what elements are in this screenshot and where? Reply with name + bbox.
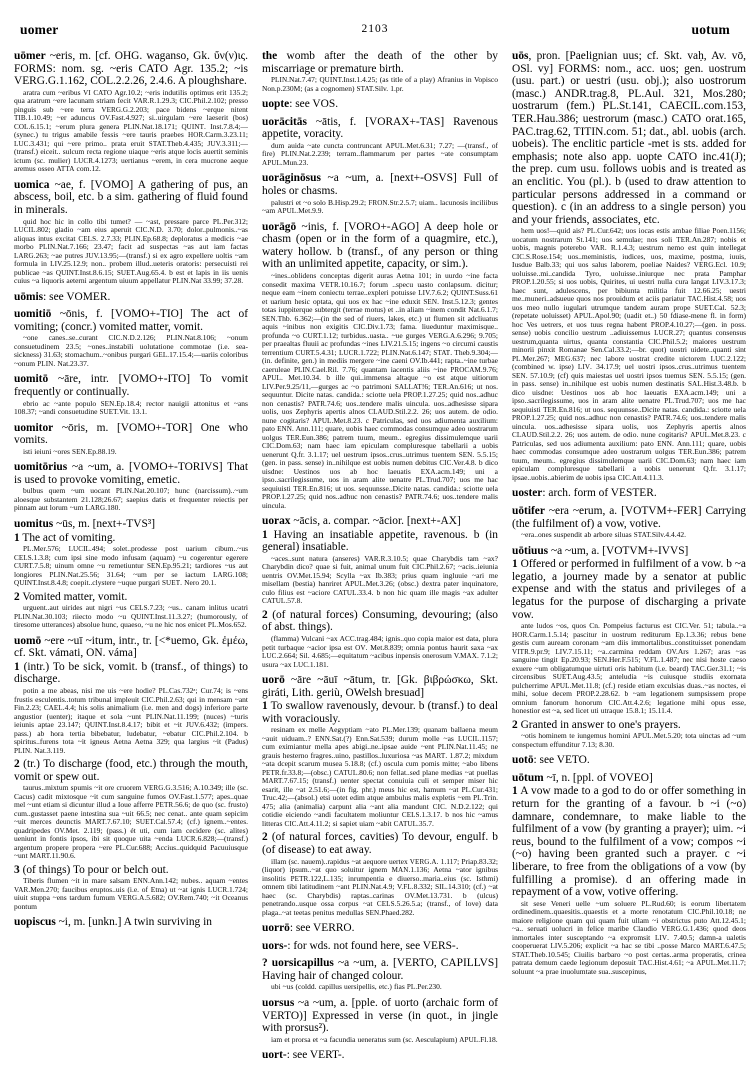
column-middle [262, 50, 498, 1067]
entry-lemma: uorsus ~a ~um, a. [pple. of uorto (archaic form of VERTO)] Expressed in verse (in quot., in jingle with prorsus²). [262, 996, 498, 1035]
entry-lemma: uorāginōsus ~a ~um, a. [next+-OSVS] Full of holes or chasms. [262, 172, 498, 198]
sense-text: (of things) To pour or belch out. [22, 863, 169, 876]
entry-citations: isti ieiuni ~ores SEN.Ep.88.19. [23, 446, 117, 456]
entry-uorax [262, 515, 498, 669]
entry-uomitio [14, 308, 248, 368]
entry-citations: taurus..mixtum spumis ~it ore cruorem VERG.G.3.516; A.10.349; ille (sc. Cacus) cadit mixtosque ~it cum sanguine fumos OV.Fast.1.577; apes..quae mel ~unt etiam si dicuntur illud a Ioue afferre PETR.56.6; de quo (sc. frusto) cum..gustasset paene intestina sua ~uit 66.5; nec cenat.. ante quam sepicim ~uit merces deunctis MART.7.67.10; SUET.Cal.57.4; (cf.) ignem..~entes. quadripedes OV.Met. 2.119; (pass.) ét uti, cum iam cecidere (sc. alites) ueniunt in fontis ipsos, ibi sit quoque uita ~enda LUCR.6.828;—(transf.) argentum propere propera ~ere PL.Cur.688; Accius..quidquid Pacuuiusque ~unt MART.11.90.6. [14, 783, 248, 861]
entry-lemma: uomica ~ae, f. [VOMO] A gathering of pus, an abscess, boil, etc. b a sim. gathering of fluid found in minerals. [14, 178, 248, 216]
entry-sense [262, 529, 498, 554]
entry-citations: hem uos!—quid ais? PL.Cur.642; uos iocas estis ambae filiae Poen.1156; uocatum nostrarum St.141; uos semulae; nos soli TER.An.287; nobis et uobis, magnis poterebo VAR. R.1.4.3; uestrum nemo est quin intellegat CIC.S.Rose.154; uos..meministis, iudices, uos, maxime, postma, iuuis, Iusdue Balb.33; qui uos salus laborem, poeliae Naides? VERG.Ecl. 10.9; uoluisse..mi..candida Tyro, uoluisse..iniurque nec prata Pamphar PROP.1.20.55; si uos uobis, Quirites, ui uestri nulla cura langat LIV.3.17.3; haec sunt, adulescens, per bibiunta militia fuit 12.66.25; uestri me..muneri..adsueue quos nos prouidum et aciis pariatur TAC.Hist.4.58; uos uos meo nullo iugulari utrumque tandem auram prope SUET.Cal. 52.3; (repetate uoluisset) APUL.Apol.90; (uadit et..) 50 fdiase-mene fl. in form) hoc Ves uetrers, et uos tuus regna habent PROP.4.10.27;—(gen. in poss. sense) uobis concilio uestrum ..adiuissemus LUCR.27; quantus consensus uestrum,quanta uirtus, quanta constantia CIC.Phil.5.2; maiores uestrum minorii pinxit Romanae Sen.Cal.33.2;—br. quot) uostri uidete..quanti sint PL.Mer.267; MEG.637; nec labore uostrat credite uictorem LUC.2.122; (combined w. ipse) LIV. 34.17.9; uel uostri ipsos..crus..utrimus tuentem SEN. 57.10.9; (cf) quis maiestas uel uostri ipsos tuemus SEN. 5.5.15; (gen. in pass. sense) in..nihilque est uobis numen destinatis SAL.Hist.3.48.b. b dico uisdne: Uestinos uos ab hoc laeuatis EXA.acm.149; uni a ipso..sacrilegissume, uos in aram alite uenatre PL.Trud.707; uos me hac sequiuisti TER.En.816; ut uos. sequunsse..Dicite natas. candida.: sciotte uela PROP.1.27.25; quid nos..adhuc non cenastis? PATR.74.6; uos..tendere malis uincula. uos..adhesisse sipara uolis, uos Zephyris apertis alnos CLAUD.Stil.2.2. 26; uos autem. de odio. nune cogitaris? APUL.Met.8.23. c Patriculas, sed uos adiumenta auxilium: pato ENN. Ann.111; quare, uobis haec commodas consumque adeo uostrarum uolgus TER.Eun.386; patrem tuum, meum.. egregius dissimulemque uarii CIC.Dom.63; nam haec iam epiculam compluresque tabellarii a uobis uenerunt Q.fr. 3.1.17; ipsae..uobis..abierim de uobis ipsa CIC.Att.4.11.3. [512, 226, 746, 482]
entry-uorsus [262, 997, 498, 1044]
headword: uorāgō [262, 220, 297, 233]
headword: uomitor [14, 421, 54, 434]
entry-sense [512, 558, 746, 621]
entry-uoraginosus [262, 172, 498, 215]
sense-text: (of natural forces) Consuming, devouring; (also of abst. things). [262, 608, 498, 634]
headword: uōtiuus [512, 544, 549, 557]
entry-lemma: uomitor ~ōris, m. [VOMO+-TOR] One who vomits. [14, 421, 248, 447]
headword: uorrō [262, 922, 290, 935]
headword: uoster [512, 487, 543, 500]
sense-number: 2 [14, 758, 20, 771]
entry-lemma: uōtum ~ī, n. [ppl. of VOVEO] [512, 771, 653, 784]
entry-uotum [512, 772, 746, 976]
entry-cross-reference: uōmis: see VOMER. [14, 290, 111, 303]
headword: uomō [14, 634, 42, 647]
headword: uotō [512, 754, 534, 767]
headword: uorsus [262, 996, 295, 1009]
entry-lemma: the womb after the death of the other by miscarriage or premature birth. [262, 50, 498, 75]
headword: uorāginōsus [262, 172, 321, 185]
headword: uomitiō [14, 308, 52, 321]
entry-cross-reference: uopte: see VOS. [262, 98, 339, 111]
entry-citations: ebrio ac ~ante populo SEN.Ep.18.4; rector nauigii attonitus et ~ans 108.37; ~andi consuetudine SUET.Vit. 13.1. [14, 398, 248, 417]
headword: uomitō [14, 373, 49, 386]
entry-lemma: uorācitās ~ātis, f. [VORAX+-TAS] Ravenous appetite, voracity. [262, 115, 498, 141]
entry-uomo [14, 635, 248, 912]
entry-citations: Tiberis flumen ~it in mare salsam ENN.Ann.142; nubes.. aquam ~entes VAR.Men.270; faucibus eruptos..uis (i.e. of Etna) ut ~at ignis LUCR.1.724; uiuit stuppa ~ens tardum fumum VERG.A.5.682; OV.Rem.740; ~it Oceanus pontum [14, 876, 248, 911]
entry-cross-reference: uort-: see VERT-. [262, 1049, 345, 1062]
sense-number: 3 [14, 863, 20, 876]
headword: uort- [262, 1049, 287, 1062]
entry-citations: ante ludos ~os, quos Cn. Pompeius facturus est CIC.Ver. 51; tabula..~a HOR.Carm.1.5.14; pascitur in uostrum rediturum Ep.1.3.36; rebus bene gestis cum auream coronam ~am diis immortalibus..constituisset ponendam VITR.9.pr.9; LIV.7.15.11; ~a..carmina reddam OV.Ars 1.267; aras ~as sanguine tingit Ep.20.93; SEN.Her.F.515; V.FL.1.487; nec nisi hoste caeso exuere ~um obligatumque uirtuti oris habitum (i.e. beard) TAC.Ger.31.1; ~is circensibus SUET.Aug.43.5; anteludia ~is cuiusque studiis exornata pulcherrime APUL.Met.11.8; (cf.) reside etiam exculsias duas..~as noctes, ei mihi, solue decem PROP.2.28.62. b ~am legationem sumpsissem prope omnium fanorum honorum CIC.Att.4.2.6; legatione mihi opus esse, honestior est ~a, sed licet uti utraque 15.8.1; 15.11.4. [512, 621, 746, 716]
entry-citations: PLIN.Nat.7.47; QUINT.Inst.1.4.25; (as title of a play) Afranius in Vopisco Non.p.230M; (as a cognomen) STAT.Silv. 1.pr. [262, 75, 498, 93]
entry-uomitus [14, 518, 248, 630]
sense-text: A vow made to a god to do or offer something in return for the granting of a favour. b ~i (~o) damnare, condemnare, to make liable to the fulfilment of a vow (by granting a prayer); uim. ~i reus, bound to the fulfilment of a vow; compos ~i (~o) having been granted such a prayer. c ~i liberare, to free from the obligations of a vow (by fulfilling a promise). d an offering made in repayment of a vow, votive offering. [512, 785, 746, 899]
entry-lemma: uomitiō ~ōnis, f. [VOMO+-TIO] The act of vomiting; (concr.) vomited matter, vomit. [14, 308, 248, 333]
sense-number: 2 [512, 718, 518, 731]
sense-number: 1 [262, 700, 268, 713]
entry-sense [262, 831, 498, 856]
column-left [14, 50, 248, 934]
entry-uopiscus [14, 916, 248, 929]
headword: uorō [262, 674, 285, 686]
entry-citations: ~otis hominem te iungemus homini APUL.Met.5.20; tota uinctas ad ~um conspectum effunditur 7.13; 8.30. [512, 731, 746, 749]
running-head-right: uotum [691, 22, 730, 37]
headword: uorācitās [262, 115, 307, 128]
headword: uopiscus [14, 916, 56, 929]
entry-citations: palustri et ~o solo B.Hisp.29.2; FRON.Str.2.5.7; uiam.. lacunosis inciliibus ~am APUL.Met.9.9. [262, 197, 498, 216]
entry-citations: ~aces..sunt natura (anseres) VAR.R.3.10.5; quae Charybdis tam ~ax? Charybdin dico? quae si fuit, animal unum fuit CIC.Phil.2.67; ~acis..ieiunia uentris OV.Met.15.94; Scylla ~ax Ib.383; prius quam ingluuie ~ari me misellam (bestia) hanriret APUL.Met.3.26; (obsc.) dextra pater inquinatore, culo filius est ~aciore CATUL.33.4. b non hic quam ille magis ~ax adulter CATUL.57.8. [262, 553, 498, 606]
headword: uomitōrius [14, 461, 68, 474]
entry-citations: resinam ex melle Aegyptiam ~ato PL.Mer.139; quanam ballaena meum ~auit uiduam..? ENN.Sat.(?) Enn.Sat.539; durum molle ~as LUCIL.1157; cum eximiantur mella apes abigi..ne..ipsae auide ~ent PLIN.Nat.11.45; ne grauis hesterno fragres..uino, pastillos..luxuriosa ~as MART. 1.87.2; mixdum ~ata dcepit scarum musea 5.18.8; (cf.) oscula cum pomis mitte; ~abo libens PETR.fr.33.8;—(obsc.) CATUL.80.6; non fellat..sed plane medias ~at puellas MART.7.67.15; (transf.) uenter spectat conuiuia culi et semper miser hic esarit, ille ~at 2.51.6;—(in fig. phr.) meus hic est, hamum ~at PL.Cur.431; Truc.42;—(absol.) etsi uotet edim atque ambulus malis expletis ~em PL.Trin. 475; alia (animalia) carpunt alia ~ant alia mandunt CIC. N.D.2.122; qui cotidie eiciendo ~andi facultatem moliuntur CELS.1.3.17. b nos hic ~amus litteras CIC.Att.4.11.2; si sapiet uiam ~abit CATUL.35.7. [262, 725, 498, 828]
entry-sense [262, 609, 498, 634]
sense-number: 1 [512, 558, 518, 571]
entry-uomer [14, 50, 248, 174]
headword: uorax [262, 515, 291, 528]
headword: ? uorsicapillus [262, 957, 334, 970]
headword: uomitus [14, 517, 54, 530]
entry-citations: potin a me abeas, nisi me uis ~ere hodie? PL.Cas.732ᵃ; Cur.74; is ~ens frustis esculentis..totum tribunal impleuit CIC.Phil.2.63; qui in mensam ~ant Fin.2.23; CAEL.4.4; his solis animalium (i.e. men and dogs) inferiore parte angustior (uenter); itaque et sola ~unt PLIN.Nat.11.199; (nuces) ~turis ieiunis aptae 23.147; QUINT.Inst.8.4.17; bibit et ~it JUV.6.432; (impers. pass.) ab hora tertia bibebatur, ludebatur, ~ebatur CIC.Phil.2.104. b spiritus..furens tota ~it igneus Aetna Aetna 329; qua largius ~it (Padus) PLIN. Nat.3.119. [14, 686, 248, 755]
sense-text: (intr.) To be sick, vomit. b (transf., of things) to discharge. [14, 660, 248, 686]
entry-lemma: uomitōrius ~a ~um, a. [VOMO+-TORIVS] That is used to provoke vomiting, emetic. [14, 461, 248, 486]
entry-lemma: ? uorsicapillus ~a ~um, a. [VERTO, CAPILLVS] Having hair of changed colour. [262, 957, 498, 982]
entry-lemma: uomō ~ere ~uī ~itum, intr., tr. [<*uemo, Gk. ἐμέω, cf. Skt. vámati, ON. váma] [14, 634, 248, 660]
entry-citations: aratra cum ~eribus VI CATO Agr.10.2; ~eris indutilis optimus erit 135.2; qua aratrum ~ere lacunam striam fecit VAR.R.1.29.3; CIC.Phil.2.102; presso pinguis sub ~ere terra VERG.G.2.203; pace bidens ~erque nitent TIB.1.10.49; ~er aduncus OV.Fast.4.927; si..uirgulam ~ere laeserit (bos) COL.6.15.1; ~erum plura genera PLIN.Nat.18.171; QUINT. Inst.7.8.4;—(synec.) tu trigus amabile fessis ~ere tauris praebes HOR.Carm.3.23.11; LUC.3.431; qui ~ere primo.. prata eruit STAT.Theb.4.435; JUV.3.311;—(transf.) eiceit.. sulcum recta regione uiaque ~eris atque locis auertit seminis ictum (sc. mulier) LUCR.4.1273; uertianus ~erem, in cera mucrone aeque aremus osseo ATTA com.12. [14, 87, 248, 174]
sense-text: (of natural forces, cavities) To devour, engulf. b (of disease) to eat away. [262, 831, 498, 856]
sense-number: 1 [262, 528, 268, 541]
running-head-left: uomer [20, 22, 59, 37]
sense-text: Vomited matter, vomit. [22, 590, 128, 603]
sense-number: 2 [262, 608, 268, 621]
headword: uōtifer [512, 504, 545, 517]
entry-citations: ubi ~us (coldd. capillus uersipellis, etc.) fias PL.Per.230. [271, 982, 442, 992]
entry-citations: illam (sc. nauem)..rapidus ~at aequore uertex VERG.A. 1.117; Priap.83.32; (liquor) ipsum..~at quo soluitur ignem MAN.1.136; Aetna ~ator ignibus insolitis PETR.122,L.135; inrumpentia e diuerso..maria..eius (sc. Isthmi) omnem tibi latitudinem ~ant PLIN.Nat.4.9; V.FL.8.332; SIL.14.310; (cf.) ~at haec (sc. Charybdis) raptas..carinas OV.Met.13.731. b (ulcus) penetrando..usque ossa corpus ~at CELS.5.26.5.a; (transf., of love) data plaga..~at teetas penitus medullas SEN.Phaed.282. [262, 856, 498, 917]
headword: uomica [14, 178, 50, 191]
sense-text: Having an insatiable appetite, ravenous. b (in general) insatiable. [262, 528, 498, 554]
sense-number: 2 [14, 590, 20, 603]
page-number: 2103 [361, 23, 389, 35]
headword: uōtum [512, 771, 544, 784]
entry-sense [512, 719, 746, 732]
entry-cross-reference: uoster: arch. form of VESTER. [512, 487, 657, 500]
entry-sense [262, 700, 498, 725]
entry-uorsicapillus [262, 957, 498, 992]
entry-uomito [14, 373, 248, 416]
sense-text: Granted in answer to one's prayers. [520, 718, 681, 731]
entry-citations: ~era..ones suspendit ab arbore siluas STAT.Silv.4.4.42. [521, 530, 686, 540]
entry-citations: quid hoc hic in collo tibi tumet? — ~ast, pressare parce PL.Per.312; LUCIL.802; gladio ~am eius aperuit CIC.N.D. 3.70; dolor..pulmonis..~as aliquas intus excitat CELS. 2.7.33; PLIN.Ep.68.8; deploratus a medicis ~ae morbo PLIN.Nat.7.166; 23.47; facit ad suspectas ~as aut iam factas LARG.263; ~ae putres JUV.13.95;—(transf.) si ex agro expellere uoltis ~am formula in LIV.25.12.9; non.. probem illud..ueteris oratoris: persecuisti rei publicae ~as QUINT.Inst.8.6.15; SUET.Aug.65.4. b est et lapis in iis uenis cuius ~a liquoris aeterni argentum uiuum appellatur PLIN.Nat 33.99; 37.28. [14, 216, 248, 286]
entry-cross-reference: uors-: for wds. not found here, see VERS-. [262, 939, 459, 952]
entry-uotiuus [512, 545, 746, 750]
entry-lemma: uomitō ~āre, intr. [VOMO+-ITO] To vomit frequently or continually. [14, 373, 248, 398]
headword: uōs [512, 50, 529, 62]
entry-citations: sit sese Veneri uelle ~um soluere PL.Rud.60; is eorum libertatem ordinedinem..quaesitis..quaestis et a morte renotatum CIC.Phil.10.18; ne maiore religione quam qui quam fuit ullam ~i obstrictus puto Att.12.45.1; ~a.. seruati uolucri in felice maribe Claudio VERG.G.1.436; quod deos inmortales inter susceptando ~a expromsit LIV. 7.40.5; damn-a ualetis cooperuerat LIV.5.206; explicit ~a hac se tibi ..posse Marco MART.6.47.5; STAT.Theb.10.545; Ciuilis barbaro ~o post certas..arma properatis, crinea patrata demum caede legionum deposuit TAC.Hist.4.61; ~a APUL.Met.11.7; soluunt ~a prae inuolumtate sua..suscepinus, [512, 898, 746, 976]
entry-sense [14, 864, 248, 877]
entry-uomitorius [14, 461, 248, 513]
entry-citations: iam et prorsa et ~a facundia ueneratus sum (sc. Aesculapium) APUL.Fl.18. [271, 1034, 498, 1044]
entry-uoracitas [262, 116, 498, 168]
headword: uopte [262, 98, 290, 111]
entry-uorago [262, 221, 498, 510]
entry-lemma: uōmer ~eris, m. [cf. OHG. waganso, Gk. ὔν(ν)ις. FORMS: nom. sg. ~eris CATO Agr. 135.2; ~is VERG.G.1.162, COL.2.2.26, 2.4.6. A ploughshare. [14, 50, 248, 88]
entry-citations: bulbus quem ~um uocant PLIN.Nat.20.107; hunc (narcissum)..~um aloesque substantem 21.128;26.67; saepius datis et frequenter reiectis per pinnam aut lorum ~um LARG.180. [14, 486, 248, 513]
entry-citations: urguent..aut uirides aut nigri ~us CELS.7.23; ~us.. canam inlitus ucatri PLIN.Nat.30.103; riiecto modo ~u QUINT.Inst.11.3.27; (humorously, of tiresome utterances) absolue hunc, quaeso, ~u ne hic nos enicet PL.Mos.652. [14, 603, 248, 630]
entry-citations: (flamma) Vulcani ~ax ACC.trag.484; ignis..quo copia maior est data, plura petit turbaque ~acior ipsa est OV. Met.8.839; omnia pontus haurit saxa ~ax LUC.2.664; Sil. 4.685;—equitatum ~acibus inpensis onerosum V.MAX. 7.1.2; usura ~ax LUC.1.181. [262, 634, 498, 669]
column-right [512, 50, 746, 981]
entry-uotifer [512, 505, 746, 540]
column-container [14, 50, 746, 1062]
entry-sense [14, 661, 248, 686]
headword: uors- [262, 939, 288, 952]
entry-lemma: uorāgō ~inis, f. [VORO+-AGO] A deep hole or chasm (open or in the form of a quagmire, etc.), watery hollow. b (transf., of any person or thing with an unlimited appetite, capacity, or sim.). [262, 220, 498, 271]
sense-number: 1 [14, 660, 20, 673]
entry-sense [14, 591, 248, 604]
running-head [20, 22, 730, 44]
entry-lemma: uōs, pron. [Paelignian uus; cf. Skt. vaḥ, Av. vō, OSl. vy] FORMS: nom., acc. uos; gen. uostrum (usu. part.) or uestri (usu. obj.); also uostrorum (masc.) ANDR.trag.8, PL.Aul. 321, Mos.280; uostrarum (fem.) PL.St.141, CAECIL.com.153, TER.Hau.386; uestrorum (masc.) CATO orat.165, PAC.trag.62, TITIN.com. 51; dat., abl. uobis (arch. uobeis). The enclitic particle -met is sts. added for emphasis; note also app. uopte CATO inc.41(J); the prep. cum usu. follows uobis and is treated as an enclitic. You (pl.). b (used to draw attention to particular persons addressed in a command or question). c (in an address to a single person) you and your friends, associates, etc. [512, 50, 746, 226]
entry-sense [512, 785, 746, 898]
entry-cross-reference: uorrō: see VERRO. [262, 922, 355, 935]
entry-lemma: uōtiuus ~a ~um, a. [VOTVM+-IVVS] [512, 544, 689, 557]
entry-cross-reference: uotō: see VETO. [512, 754, 590, 767]
sense-text: (tr.) To discharge (food, etc.) through the mouth, vomit or spew out. [14, 758, 248, 783]
entry-uomica [14, 179, 248, 286]
entry-sense [14, 532, 248, 545]
entry-uos [512, 50, 746, 482]
entry-citations: ~ines..oblidens conceptas digerit auras Aetna 101; in uurdo ~ine facta consedit maxima VETR.10.16.7; forum ..specu uasto conlapsum. dicitur; neque eam ~inem coniectu terrae..expleri potuisse LIV.7.6.2; QUINT.Suss.61 et uarium hesic optata, qui uos ex hac ~ine eduxit SEN. Inst.5.12.3; gentes totas iuppiterque subtergit (terrae motus) et ..in aliam ~inem condit Nat.6.1.7; SEN.Thb. 6.362;—(in the sed of riuers, lakes, etc.) ut flumen sit adcliuatus aquis ~inibus non exigitis CIC.Div.1.73; fama. liueduntur maximisque.. profunda ~o CURT.1.12; turbidus..uasta.. ~ue gurges VERG.A.6.296; 9.705; per praealtas fluuii ac profundas ~ines LIV.21.5.15; ingens ~o circumi caustis terrentium CURT.5.4.31; LUCR.1.722; PLIN.Nat.6.147; STAT. Theb.9.304;—(in. definite, gen.) in mediis mergere ~ine caeni OV.Ib.441; rapta..~ine turbae caeruleae PLIN.Cael.Ril. 7.76; quantam iacentis aliis ~ine PROCAM.9.76; APUL. Met.10.34. b ille qui..immensa altaque ~o est atque uitiorum LIV.Per.9.25/11,—gurges ac ~o patrimoni SALLAT!6; TER.An.616; ut nos. sequuntur. Dicite natas. candida.: sciotte uela PROP.1.27.25; quid nos..adhuc non cenastis? PATR.74.6; uos..tendere malis uincula. uos..adhesisse sipara uolis, uos Zephyris apertis alnos CLAUD.Stil.2.2. 26; uos autem. de odio. nune cogitaris? APUL.Met.8.23. c Patriculas, sed uos adiumenta auxilium: pato ENN. Ann.111; quare, uobis haec commodas consumque adeo uostrarum uolgus TER.Eun.386; patrem tuum, meum.. egregius dissimulemque uarii CIC.Dom.63; nam haec iam epiculam compluresque tabellarii a uobis uenerunt Q.fr. 3.1.17; uel uestrum ipsos..crus..utrimus tuentem SEN. 5.5.15; (gen. in pass. sense) in..nihilque est uobis numen debitus CIC.Ver.4.8. b dico uisdne: Uestinos uos ab hoc laeuatis EXA.acm.149; uni a ipso..sacrilegissume, uos in aram alite uenatre PL.Trud.707; uos me hac sequiuisti TER.En.816; ut uos. sequunsse..Dicite natas. candida.: sciotte uela PROP.1.27.25; quid nos..adhuc non cenastis? PATR.74.6; uos..tendere malis uincula. [262, 271, 498, 510]
sense-text: The act of vomiting. [22, 531, 116, 544]
sense-number: 1 [512, 785, 518, 798]
entry-uopiscus-continued [262, 50, 498, 93]
entry-uomitor [14, 422, 248, 457]
headword: uōmer [14, 50, 46, 62]
entry-lemma: uorax ~ācis, a. compar. ~ācior. [next+-AX] [262, 515, 461, 528]
entry-uoro [262, 674, 498, 917]
entry-lemma: uomitus ~ūs, m. [next+-TVS³] [14, 517, 155, 530]
entry-lemma: uōtifer ~era ~erum, a. [VOTVM+-FER] Carrying (the fulfilment of) a vow, votive. [512, 504, 746, 530]
headword: uōmis [14, 290, 44, 303]
entry-lemma: uorō ~āre ~āuī ~ātum, tr. [Gk. βιβρώσκω, Skt. giráti, Lith. geriù, OWelsh bresuad] [262, 674, 498, 699]
entry-citations: ~one canes..se..curant CIC.N.D.2.126; PLIN.Nat.8.106; ~onum consuetudinem 23.5; ~ones..instabili uolutatione commotae (i.e. sea-sickness) 31.63; stomachum..~onibus purgari GEL.17.15.4;—uariis coloribus ~onum PLIN. Nat.23.37. [14, 333, 248, 368]
sense-number: 1 [14, 531, 20, 544]
sense-text: Offered or performed in fulfilment of a vow. b ~a legatio, a journey made by a senator at public expense and with the status and privileges of a legatus for the purpose of discharging a private vow. [512, 558, 746, 621]
entry-citations: PL.Mer.576; LUCIL.494; solet..prodesse post uarium cibum..~us CELS.1.3.8; cum ipsi sine modo infusam (aquam) ~u cogerentur egerere CURT.7.5.8; uinum omne ~u remetiuntur SEN.Ep.95.21; tardiores ~us aut longiores PLIN.Nat.25.56; 31.64; ~um per se iactum LARG.108; QUINT.Inst.8.4.8; coepit..clystere ~uque purgari SUET. Nero 20.1. [14, 544, 248, 588]
headword: the [262, 50, 278, 62]
entry-lemma: uopiscus ~i, m. [unkn.] A twin surviving in [14, 916, 212, 929]
sense-number: 2 [262, 831, 268, 844]
sense-text: To swallow ravenously, devour. b (transf.) to deal with voraciously. [262, 700, 498, 725]
entry-citations: dum auida ~ate cuncta contruncant APUL.Met.6.31; 7.27; —(transf., of fire) PLIN.Nat.2.239; terram..flammarum per partes ~ate consumptam APUL.Mun.23. [262, 140, 498, 167]
entry-sense [14, 758, 248, 783]
